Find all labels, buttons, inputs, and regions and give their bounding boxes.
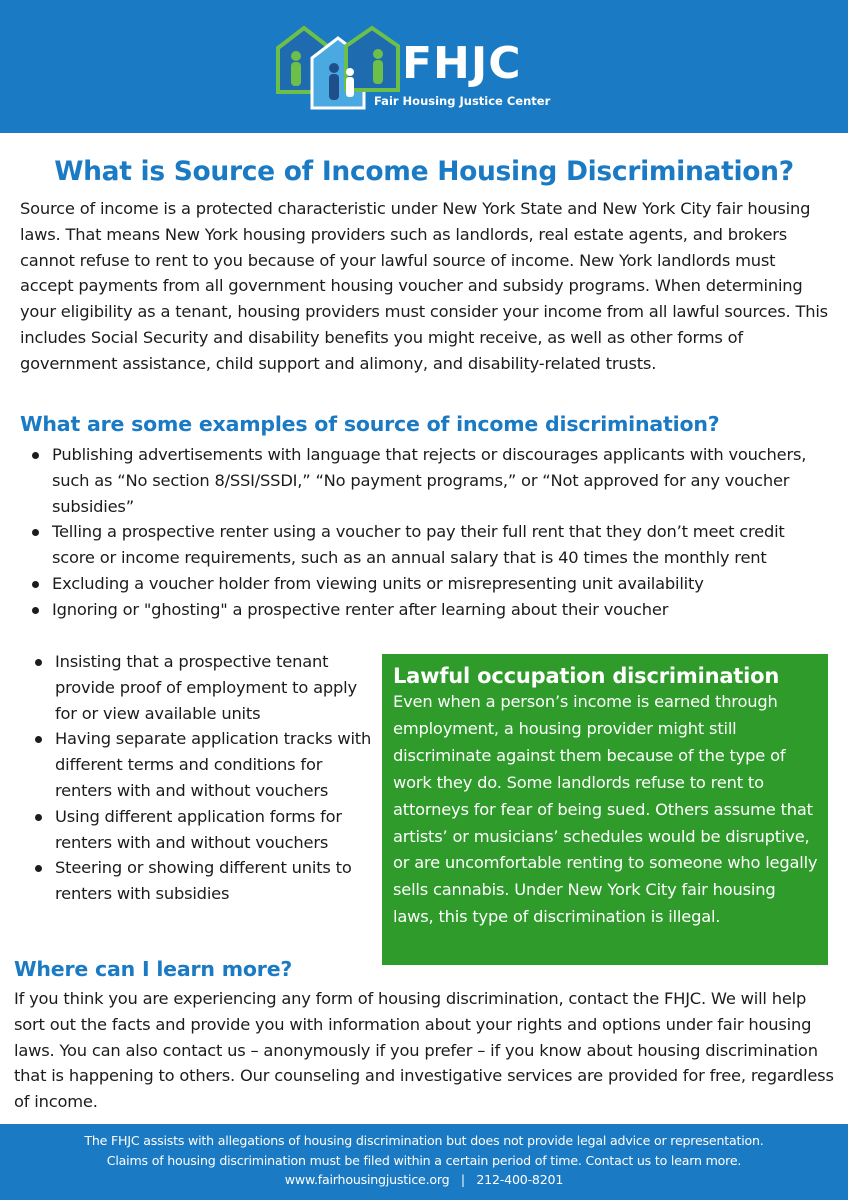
bullet-icon xyxy=(32,581,39,588)
examples-list xyxy=(20,442,820,623)
learn-more-heading: Where can I learn more? xyxy=(14,957,293,981)
list-item: Publishing advertisements with language that rejects or discourages applicants with vouchers, such as “No section 8/SSI/SSDI,” “No payment programs,” or “Not approved for any voucher subsidies” xyxy=(20,442,820,519)
list-item: Insisting that a prospective tenant provide proof of employment to apply for or view available units xyxy=(23,649,375,726)
examples-heading: What are some examples of source of income discrimination? xyxy=(20,412,720,436)
bullet-icon xyxy=(35,659,42,666)
footer-disclaimer-line1: The FHJC assists with allegations of housing discrimination but does not provide legal advice or representation. xyxy=(84,1133,764,1148)
callout-body: Even when a person’s income is earned through employment, a housing provider might still discriminate against them because of the type of work they do. Some landlords refuse to rent to attorneys for fear of being sued. Others assume that artists’ or musicians’ schedules would be disruptive, or are uncomfortable renting to someone who legally sells cannabis. Under New York City fair housing laws, this type of discrimination is illegal. xyxy=(393,692,818,927)
website-link[interactable]: www.fairhousingjustice.org xyxy=(284,1172,450,1187)
footer-banner xyxy=(0,1124,848,1200)
list-item: Using different application forms for renters with and without vouchers xyxy=(23,804,375,856)
list-item: Steering or showing different units to renters with subsidies xyxy=(23,855,375,907)
page-title: What is Source of Income Housing Discrimination? xyxy=(54,156,794,187)
logo-wordmark: FHJC xyxy=(402,38,522,89)
phone-number[interactable]: 212-400-8201 xyxy=(476,1172,564,1187)
callout-title: Lawful occupation discrimination xyxy=(393,664,780,688)
learn-more-paragraph: If you think you are experiencing any form of housing discrimination, contact the FHJC. We will help sort out the facts and provide you with information about your rights and options under fair housing laws. You can also contact us – anonymously if you prefer – if you know about housing discrimination that is happening to others. Our counseling and investigative services are provided for free, regardless of income. xyxy=(14,989,834,1112)
examples-list-column xyxy=(23,649,375,907)
fhjc-logo xyxy=(274,18,564,118)
list-item: Ignoring or "ghosting" a prospective renter after learning about their voucher xyxy=(20,597,820,623)
list-item: Telling a prospective renter using a voucher to pay their full rent that they don’t meet credit score or income requirements, such as an annual salary that is 40 times the monthly rent xyxy=(20,519,820,571)
intro-paragraph: Source of income is a protected characteristic under New York State and New York City fair housing laws. That means New York housing providers such as landlords, real estate agents, and brokers cannot refuse to rent to you because of your lawful source of income. New York landlords must accept payments from all government housing voucher and subsidy programs. When determining your eligibility as a tenant, housing providers must consider your income from all lawful sources. This includes Social Security and disability benefits you might receive, as well as other forms of government assistance, child support and alimony, and disability-related trusts. xyxy=(20,199,828,373)
bullet-icon xyxy=(35,736,42,743)
list-item: Excluding a voucher holder from viewing units or misrepresenting unit availability xyxy=(20,571,820,597)
lawful-occupation-callout xyxy=(382,654,828,965)
footer-separator: | xyxy=(460,1172,465,1187)
logo-subtitle: Fair Housing Justice Center xyxy=(374,94,551,108)
footer-contact-line xyxy=(0,1170,848,1190)
bullet-icon xyxy=(32,452,39,459)
list-item: Having separate application tracks with different terms and conditions for renters with and without vouchers xyxy=(23,726,375,803)
bullet-icon xyxy=(32,607,39,614)
header-banner xyxy=(0,0,848,133)
bullet-icon xyxy=(35,814,42,821)
bullet-icon xyxy=(35,865,42,872)
bullet-icon xyxy=(32,529,39,536)
footer-disclaimer-line2: Claims of housing discrimination must be filed within a certain period of time. Contact us to learn more. xyxy=(106,1152,742,1168)
